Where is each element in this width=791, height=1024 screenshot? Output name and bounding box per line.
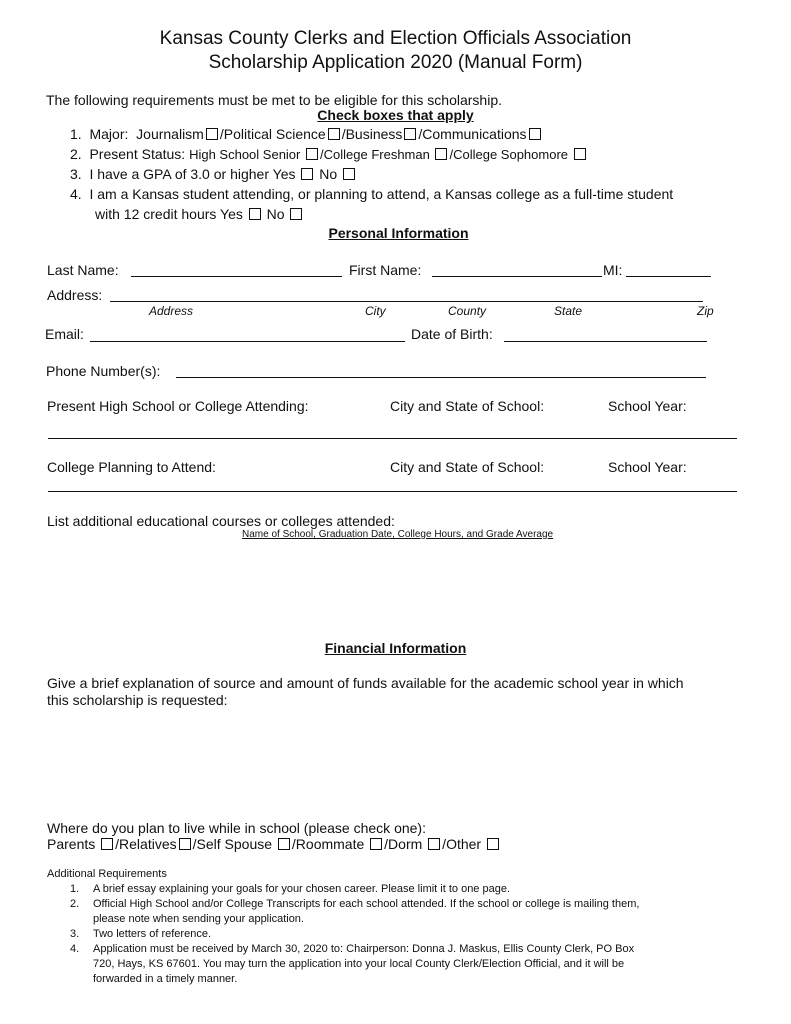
checkbox-kansas-no[interactable] [290,208,302,220]
college-planning-field[interactable] [48,491,737,492]
option-label: Relatives [119,836,177,852]
check-boxes-heading: Check boxes that apply [317,107,474,123]
financial-prompt-line1: Give a brief explanation of source and amount of funds available for the academic school year in which [47,675,684,691]
present-school-label: Present High School or College Attending: [47,398,309,414]
item-number: 3. [70,166,82,182]
dob-field[interactable] [504,341,707,342]
checkbox-communications[interactable] [529,128,541,140]
checkbox-roommate[interactable] [370,838,382,850]
requirement-4 [70,943,79,955]
option-label: Yes [272,166,296,182]
item-label: Major: [89,126,129,142]
last-name-field[interactable] [131,276,342,277]
present-school-year-label: School Year: [608,398,687,414]
additional-courses-sub: Name of School, Graduation Date, College Hours, and Grade Average [242,529,554,540]
college-planning-label: College Planning to Attend: [47,459,216,475]
requirement-number: 3. [70,928,80,940]
eligibility-intro: The following requirements must be met to be eligible for this scholarship. [46,92,502,108]
form-title: Kansas County Clerks and Election Officials Association [159,28,632,49]
option-label: College Sophomore [453,147,568,162]
requirement-number: 4. [70,943,80,955]
option-label: Business [345,126,403,142]
requirement-4-text-line3: forwarded in a timely manner. [93,973,238,985]
checkbox-high-school-senior[interactable] [306,148,318,160]
dob-label: Date of Birth: [411,326,493,342]
planned-school-year-label: School Year: [608,459,687,475]
checkbox-self-spouse[interactable] [278,838,290,850]
requirement-4-text-line1: Application must be received by March 30, 2020 to: Chairperson: Donna J. Maskus, Ellis County Clerk, PO Box [93,943,635,955]
additional-courses-label: List additional educational courses or colleges attended: [47,513,395,529]
address-sub-zip: Zip [697,304,714,318]
eligibility-item-status: 2. Present Status: High School Senior /College Freshman /College Sophomore [70,146,588,162]
option-label: Other [446,836,482,852]
personal-info-heading: Personal Information [328,225,469,241]
option-label: Roommate [295,836,365,852]
checkbox-kansas-yes[interactable] [249,208,261,220]
eligibility-item-gpa [70,166,357,182]
option-label: Political Science [223,126,326,142]
requirement-2-text-line2: please note when sending your application. [93,913,304,925]
first-name-field[interactable] [432,276,602,277]
option-label: High School Senior [189,147,301,162]
living-options: Parents /Relatives /Self Spouse /Roommate /Dorm /Other [47,836,501,852]
mi-field[interactable] [626,276,711,277]
eligibility-item-major: 1. Major: Journalism /Political Science /Business /Communications [70,126,543,142]
checkbox-parents[interactable] [101,838,113,850]
mi-label: MI: [603,262,623,278]
option-label: Communications [422,126,527,142]
option-label: Parents [47,836,96,852]
item-label: with 12 credit hours [95,206,217,222]
checkbox-gpa-yes[interactable] [301,168,313,180]
living-question: Where do you plan to live while in school (please check one): [47,820,426,836]
financial-prompt-line2: this scholarship is requested: [47,692,228,708]
planned-city-state-label: City and State of School: [390,459,545,475]
item-label: I have a GPA of 3.0 or higher [89,166,269,182]
address-sub-state: State [554,304,583,318]
item-number: 2. [70,146,82,162]
present-city-state-label: City and State of School: [390,398,545,414]
requirement-number: 2. [70,898,80,910]
financial-explanation-area[interactable] [47,712,737,812]
present-school-field[interactable] [48,438,737,439]
first-name-label: First Name: [349,262,422,278]
requirement-number: 1. [70,883,80,895]
option-label: No [319,166,338,182]
option-label: College Freshman [323,147,430,162]
financial-info-heading: Financial Information [324,640,467,656]
address-sub-address: Address [149,304,194,318]
option-label: Self Spouse [196,836,273,852]
address-label: Address: [47,287,103,303]
option-label: Dorm [388,836,423,852]
checkbox-college-freshman[interactable] [435,148,447,160]
last-name-label: Last Name: [47,262,119,278]
checkbox-political-science[interactable] [328,128,340,140]
requirement-1 [70,883,79,895]
checkbox-gpa-no[interactable] [343,168,355,180]
checkbox-business[interactable] [404,128,416,140]
requirement-4-text-line2: 720, Hays, KS 67601. You may turn the application into your local County Clerk/Election Official, and it will be [93,958,625,970]
eligibility-item-kansas-student-cont [95,206,304,222]
item-number: 4. [70,186,82,202]
checkbox-other[interactable] [487,838,499,850]
phone-field[interactable] [176,377,706,378]
checkbox-journalism[interactable] [206,128,218,140]
form-subtitle: Scholarship Application 2020 (Manual Form) [208,52,583,73]
checkbox-college-sophomore[interactable] [574,148,586,160]
eligibility-item-kansas-student [70,186,673,202]
checkbox-dorm[interactable] [428,838,440,850]
requirement-3-text: Two letters of reference. [93,928,211,940]
additional-requirements-heading: Additional Requirements [47,868,167,880]
option-label: Yes [220,206,243,222]
requirement-2-text-line1: Official High School and/or College Transcripts for each school attended. If the school or college is mailing them, [93,898,640,910]
address-field[interactable] [110,301,703,302]
phone-label: Phone Number(s): [46,363,161,379]
option-label: No [266,206,285,222]
address-sub-city: City [365,304,386,318]
option-label: Journalism [136,126,204,142]
address-sub-county: County [448,304,487,318]
item-number: 1. [70,126,82,142]
item-label: Present Status: [89,146,186,162]
requirement-2 [70,898,79,910]
checkbox-relatives[interactable] [179,838,191,850]
email-label: Email: [45,326,84,342]
requirement-3 [70,928,79,940]
item-label: I am a Kansas student attending, or planning to attend, a Kansas college as a full-time student [89,186,674,202]
email-field[interactable] [90,341,405,342]
additional-courses-area[interactable] [47,548,737,628]
requirement-1-text: A brief essay explaining your goals for your chosen career. Please limit it to one page. [93,883,511,895]
